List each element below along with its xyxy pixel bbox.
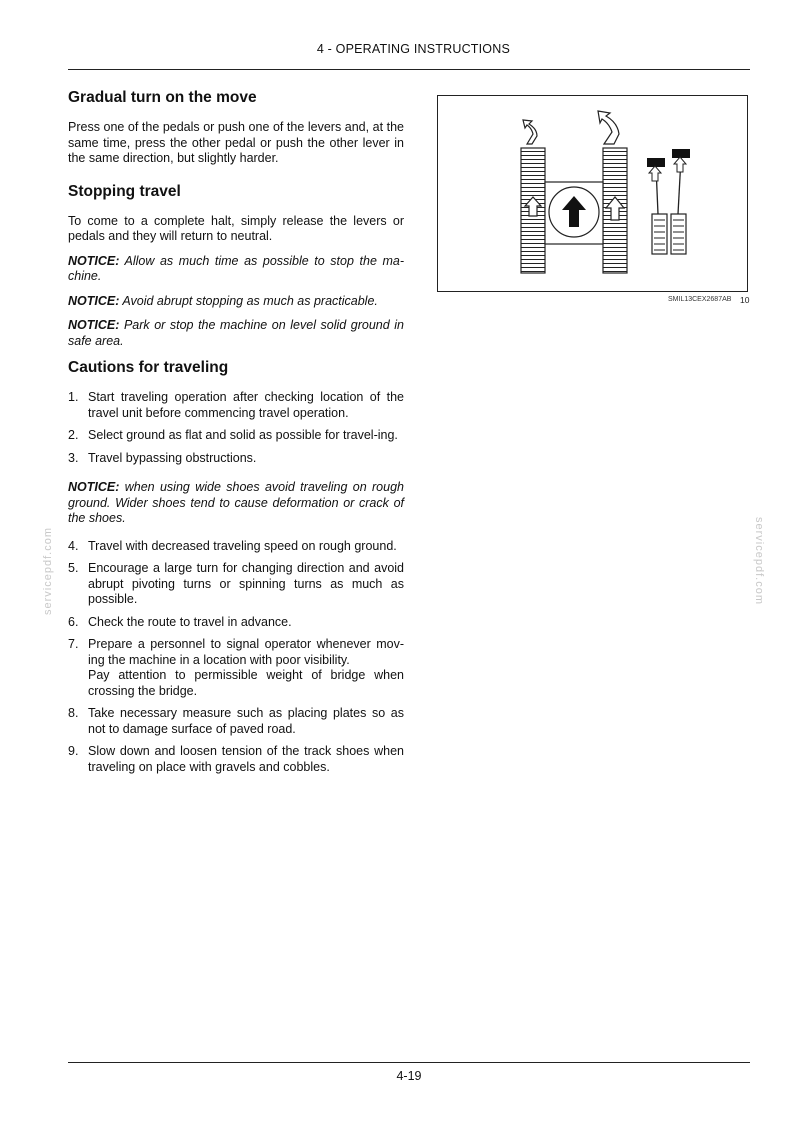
notice-paragraph xyxy=(68,318,404,349)
list-number: 3. xyxy=(68,450,79,465)
list-text: Prepare a personnel to signal operator whenever mov-ing the machine in a location with poor visibility. xyxy=(88,637,404,667)
cautions-list-a xyxy=(68,390,404,466)
notice-text: Park or stop the machine on level solid ground in safe area. xyxy=(68,318,404,348)
list-text: Start traveling operation after checking location of the travel unit before commencing travel operation. xyxy=(88,390,404,420)
list-text: Select ground as flat and solid as possible for travel-ing. xyxy=(88,428,398,442)
list-item xyxy=(68,744,404,775)
text-column xyxy=(68,88,404,784)
figure-number: 10 xyxy=(740,295,750,305)
right-track-icon xyxy=(603,148,627,273)
list-item xyxy=(68,637,404,699)
list-text: Slow down and loosen tension of the track shoes when traveling on place with gravels and cobbles. xyxy=(88,744,404,774)
list-number: 5. xyxy=(68,561,79,575)
turn-arrow-icon xyxy=(598,111,619,144)
list-text: Check the route to travel in advance. xyxy=(88,614,292,629)
list-item xyxy=(68,451,404,467)
left-track-icon xyxy=(521,148,545,273)
notice-label: NOTICE: xyxy=(68,318,120,332)
notice-paragraph xyxy=(68,294,404,310)
travel-figure xyxy=(437,95,748,292)
notice-label: NOTICE: xyxy=(68,480,120,494)
list-number: 9. xyxy=(68,744,79,758)
cautions-list-b xyxy=(68,539,404,776)
list-text-continued: Pay attention to permissible weight of bridge when crossing the bridge. xyxy=(88,668,404,698)
list-item xyxy=(68,390,404,421)
section-title: 4 - OPERATING INSTRUCTIONS xyxy=(316,42,510,56)
list-number: 2. xyxy=(68,428,79,442)
notice-text: Avoid abrupt stopping as much as practicable. xyxy=(122,293,378,308)
list-text: Take necessary measure such as placing plates so as not to damage surface of paved road. xyxy=(88,706,404,736)
notice-paragraph xyxy=(68,480,404,527)
watermark-left: servicepdf.com xyxy=(41,527,54,615)
list-text: Encourage a large turn for changing direction and avoid abrupt pivoting turns or spinning turns as much as possible. xyxy=(88,561,404,606)
notice-text: when using wide shoes avoid traveling on rough ground. Wider shoes tend to cause deformation or crack of the shoes. xyxy=(68,480,404,525)
list-item xyxy=(68,428,404,444)
page-number: 4-19 xyxy=(396,1069,422,1083)
stopping-body: To come to a complete halt, simply release the levers or pedals and they will return to neutral. xyxy=(68,213,404,243)
notice-label: NOTICE: xyxy=(68,293,120,308)
heading-cautions: Cautions for traveling xyxy=(68,359,229,376)
notice-label: NOTICE: xyxy=(68,253,120,268)
list-number: 6. xyxy=(68,614,79,629)
list-text: Travel bypassing obstructions. xyxy=(88,450,257,465)
list-number: 8. xyxy=(68,706,79,720)
travel-diagram xyxy=(438,96,747,291)
travel-lever-icon xyxy=(647,149,690,214)
list-number: 4. xyxy=(68,538,79,553)
list-item xyxy=(68,561,404,608)
notice-paragraph xyxy=(68,254,404,285)
gradual-turn-body: Press one of the pedals or push one of the levers and, at the same time, press the other pedal or push the other lever in the same direction, but slightly harder. xyxy=(68,120,404,165)
travel-pedal-icon xyxy=(652,214,686,254)
list-item xyxy=(68,615,404,631)
page-header xyxy=(68,42,750,56)
turn-arrow-icon xyxy=(523,120,537,144)
footer-rule xyxy=(68,1062,750,1063)
notice-text: Allow as much time as possible to stop the ma-chine. xyxy=(68,253,405,283)
list-number: 7. xyxy=(68,637,79,651)
heading-gradual-turn: Gradual turn on the move xyxy=(68,89,257,106)
figure-caption: SMIL13CEX2687AB xyxy=(668,296,732,303)
heading-stopping-travel: Stopping travel xyxy=(68,182,181,200)
list-item xyxy=(68,706,404,737)
watermark-right: servicepdf.com xyxy=(752,517,765,605)
header-rule xyxy=(68,69,750,70)
list-item xyxy=(68,539,404,555)
list-text: Travel with decreased traveling speed on rough ground. xyxy=(88,538,397,553)
list-number: 1. xyxy=(68,390,79,404)
